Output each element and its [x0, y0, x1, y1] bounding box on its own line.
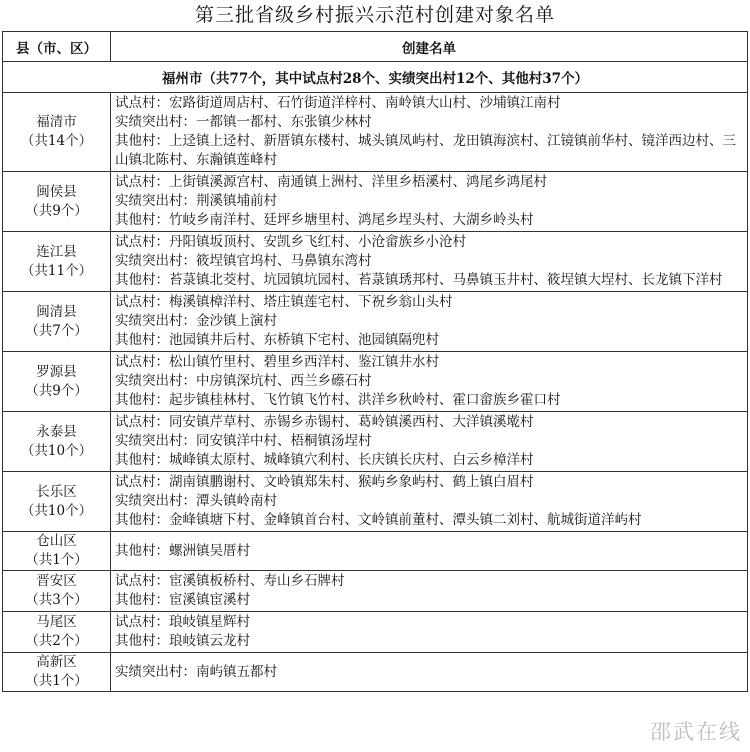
names-cell	[111, 232, 748, 292]
county-count: （共1个）	[25, 552, 88, 568]
names-cell	[111, 172, 748, 232]
village-line: 其他村：上迳镇上迳村、新厝镇东楼村、城头镇凤屿村、龙田镇海滨村、江镜镇前华村、镜洋西边村、三山镇北陈村、东瀚镇莲峰村	[115, 133, 736, 168]
county-cell	[3, 472, 111, 532]
region-title: 福州市（共77个，其中试点村28个、实绩突出村12个、其他村37个）	[3, 62, 748, 93]
village-line: 其他村：起步镇桂林村、飞竹镇飞竹村、洪洋乡秋岭村、霍口畲族乡霍口村	[115, 392, 561, 408]
table-row	[3, 352, 748, 412]
watermark-logo: 邵武在线	[650, 720, 742, 744]
village-line: 实绩突出村：中房镇深坑村、西兰乡礤石村	[115, 373, 372, 389]
table-row	[3, 532, 748, 571]
county-count: （共1个）	[25, 673, 88, 689]
village-line: 实绩突出村：筱埕镇官坞村、马鼻镇东湾村	[115, 253, 372, 269]
county-cell	[3, 532, 111, 571]
village-line: 其他村：琅岐镇云龙村	[115, 633, 250, 649]
village-line: 试点村：宏路街道周店村、石竹街道洋梓村、南岭镇大山村、沙埔镇江南村	[115, 95, 561, 111]
county-cell	[3, 172, 111, 232]
county-name: 晋安区	[36, 573, 77, 589]
village-line: 试点村：松山镇竹里村、碧里乡西洋村、鉴江镇井水村	[115, 354, 439, 370]
village-line: 实绩突出村：金沙镇上演村	[115, 313, 277, 329]
county-cell	[3, 653, 111, 692]
village-line: 其他村：城峰镇太原村、城峰镇穴利村、长庆镇长庆村、白云乡樟洋村	[115, 452, 534, 468]
header-names: 创建名单	[111, 32, 748, 62]
village-line: 试点村：上街镇溪源宫村、南通镇上洲村、洋里乡梧溪村、鸿尾乡鸿尾村	[115, 174, 547, 190]
names-cell	[111, 412, 748, 472]
county-cell	[3, 232, 111, 292]
table-row	[3, 571, 748, 612]
village-line: 试点村：琅岐镇星辉村	[115, 614, 250, 630]
table-row	[3, 93, 748, 172]
village-line: 实绩突出村：潭头镇岭南村	[115, 493, 277, 509]
county-name: 仓山区	[36, 533, 77, 549]
header-county: 县（市、区）	[3, 32, 111, 62]
village-line: 其他村：宦溪镇宦溪村	[115, 592, 250, 608]
names-cell	[111, 612, 748, 653]
village-line: 实绩突出村：同安镇洋中村、梧桐镇汤埕村	[115, 433, 372, 449]
county-cell	[3, 292, 111, 352]
table-row	[3, 292, 748, 352]
village-line: 试点村：湖南镇鹏谢村、文岭镇郑朱村、猴屿乡象屿村、鹤上镇白眉村	[115, 474, 534, 490]
village-line: 实绩突出村：南屿镇五都村	[115, 663, 277, 680]
page-title: 第三批省级乡村振兴示范村创建对象名单	[194, 4, 555, 26]
county-count: （共9个）	[25, 382, 88, 399]
names-cell	[111, 292, 748, 352]
county-cell	[3, 352, 111, 412]
names-cell	[111, 352, 748, 412]
county-count: （共10个）	[20, 502, 93, 519]
county-name: 闽侯县	[36, 183, 77, 200]
names-cell	[111, 532, 748, 571]
village-line: 其他村：苔菉镇北茭村、坑园镇坑园村、苔菉镇琇邦村、马鼻镇玉井村、筱埕镇大埕村、长龙镇下洋村	[115, 272, 723, 288]
table-row	[3, 653, 748, 692]
county-count: （共2个）	[25, 633, 88, 649]
table-row	[3, 612, 748, 653]
county-count: （共10个）	[20, 442, 93, 459]
village-list-table	[2, 31, 748, 692]
county-cell	[3, 612, 111, 653]
county-name: 罗源县	[36, 363, 77, 380]
table-row	[3, 232, 748, 292]
table-header-row	[3, 32, 748, 62]
county-name: 永泰县	[36, 423, 77, 440]
village-line: 试点村：梅溪镇樟洋村、塔庄镇莲宅村、下祝乡翁山头村	[115, 294, 453, 310]
village-line: 实绩突出村：荆溪镇埔前村	[115, 193, 277, 209]
county-count: （共11个）	[20, 262, 93, 279]
region-row	[3, 62, 748, 93]
village-line: 其他村：池园镇井后村、东桥镇下宅村、池园镇隔兜村	[115, 332, 439, 348]
names-cell	[111, 472, 748, 532]
county-name: 马尾区	[36, 614, 77, 630]
names-cell	[111, 653, 748, 692]
names-cell	[111, 571, 748, 612]
county-name: 长乐区	[36, 483, 77, 500]
table-row	[3, 412, 748, 472]
village-line: 试点村：同安镇芹草村、赤锡乡赤锡村、葛岭镇溪西村、大洋镇溪墘村	[115, 414, 534, 430]
county-cell	[3, 571, 111, 612]
village-line: 试点村：宦溪镇板桥村、寿山乡石牌村	[115, 573, 345, 589]
county-name: 连江县	[36, 243, 77, 260]
village-line: 其他村：竹岐乡南洋村、廷坪乡塘里村、鸿尾乡埕头村、大湖乡岭头村	[115, 212, 534, 228]
county-count: （共9个）	[25, 202, 88, 219]
village-line: 其他村：螺洲镇吴厝村	[115, 542, 250, 559]
county-count: （共3个）	[25, 592, 88, 608]
village-line: 其他村：金峰镇塘下村、金峰镇首台村、文岭镇前董村、潭头镇二刘村、航城街道洋屿村	[115, 512, 642, 528]
county-count: （共14个）	[20, 133, 93, 149]
table-row	[3, 172, 748, 232]
village-line: 实绩突出村：一都镇一都村、东张镇少林村	[115, 114, 372, 130]
table-row	[3, 472, 748, 532]
county-cell	[3, 412, 111, 472]
county-count: （共7个）	[25, 322, 88, 339]
village-line: 试点村：丹阳镇坂顶村、安凯乡飞红村、小沧畲族乡小沧村	[115, 234, 466, 250]
county-cell	[3, 93, 111, 172]
county-name: 闽清县	[36, 303, 77, 320]
county-name: 福清市	[36, 114, 77, 130]
names-cell	[111, 93, 748, 172]
county-name: 高新区	[36, 654, 77, 670]
